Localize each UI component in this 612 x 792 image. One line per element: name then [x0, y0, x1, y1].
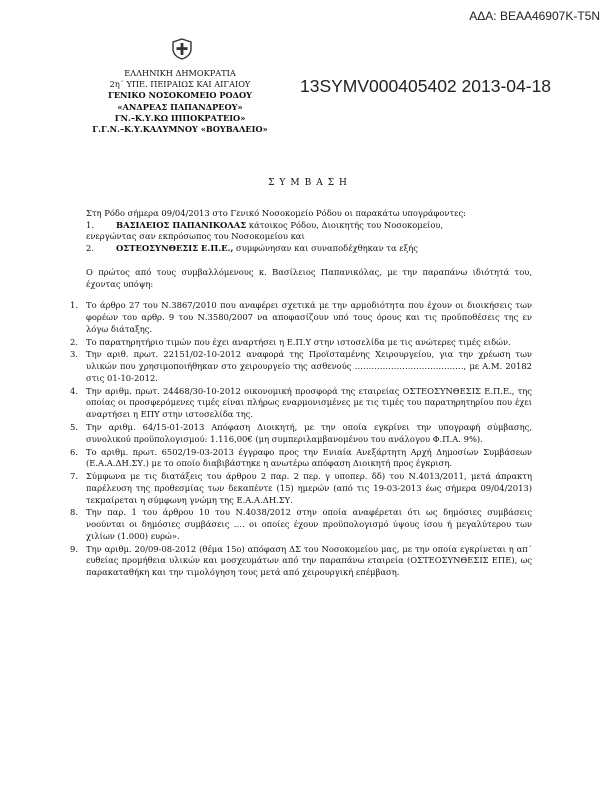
item-number: 6.: [70, 446, 78, 457]
item-text: Την αριθμ. 20/09-08-2012 (θέμα 15ο) απόφαση ΔΣ του Νοσοκομείου μας, με την οποία εγκρίνεται η απ΄ ευθείας προμήθεια υλικών και μοσχευμάτων από την παραπάνω εταιρεία (ΟΣΤΕΟΣΥΝΘΕΣΙΣ ΕΠΕ), ως παρακαταθήκη και την τιμολόγηση τους μετά από χειρουργική επέμβαση.: [86, 543, 532, 578]
header-line: ΓΕΝΙΚΟ ΝΟΣΟΚΟΜΕΙΟ ΡΟΔΟΥ: [108, 90, 252, 101]
institution-header: [70, 68, 290, 135]
party-number: 1.: [86, 219, 94, 230]
party-1-continuation: ενεργώντας σαν εκπρόσωπος του Νοσοκομείου και: [86, 231, 305, 242]
list-item: [70, 349, 532, 384]
header-line: ΓΝ.–Κ.Υ.ΚΩ ΙΠΠΟΚΡΑΤΕΙΟ»: [114, 112, 246, 123]
party-description: κάτοικος Ρόδου, Διοικητής του Νοσοκομείου,: [246, 219, 444, 230]
item-number: 8.: [70, 507, 78, 518]
intro-paragraph: Στη Ρόδο σήμερα 09/04/2013 στο Γενικό Νοσοκομείο Ρόδου οι παρακάτω υπογράφοντες:: [86, 208, 467, 218]
ada-code: ΑΔΑ: ΒΕΑΑ46907Κ-Τ5Ν: [469, 9, 600, 23]
header-line: 2η΄ ΥΠΕ. ΠΕΙΡΑΙΩΣ ΚΑΙ ΑΙΓΑΙΟΥ: [109, 79, 251, 90]
item-number: 2.: [70, 336, 78, 347]
item-text: Το άρθρο 27 του Ν.3867/2010 που αναφέρει σχετικά με την αρμοδιότητα που έχουν οι διοικήσεις των φορέων του αρθρ. 9 του Ν.3580/2007 να αποφασίζουν υπό τους όρους και τις προϋποθέσεις της εν λόγω διάταξης.: [86, 300, 532, 334]
header-line: «ΑΝΔΡΕΑΣ ΠΑΠΑΝΔΡΕΟΥ»: [117, 101, 243, 112]
party-2: [86, 243, 532, 255]
list-item: [70, 471, 532, 506]
item-number: 3.: [70, 349, 78, 360]
item-number: 1.: [70, 300, 78, 311]
document-title: ΣΥΜΒΑΣΗ: [268, 178, 352, 188]
first-party-paragraph: Ο πρώτος από τους συμβαλλόμενους κ. Βασίλειος Παπανικόλας, με την παραπάνω ιδιότητά του, έχοντας υπόψη:: [86, 266, 532, 289]
list-item: [70, 507, 532, 542]
list-item: [70, 300, 532, 335]
item-text: Σύμφωνα με τις διατάξεις του άρθρου 2 παρ. 2 περ. γ υποπερ. δδ) του Ν.4013/2011, μετά άπρακτη παρέλευση της προθεσμίας των δεκαπέντε (15) ημερών (από τις 19-03-2013 έως σήμερα 09/04/2013) τεκμαίρεται η σύμφωνη γνώμη της Ε.Α.Α.ΔΗ.ΣΥ.: [86, 471, 532, 505]
item-text: Την αριθ. πρωτ. 22151/02-10-2012 αναφορά της Προϊσταμένης Χειρουργείου, για την χρέωση των υλικών που χρησιμοποιήθηκαν στο χειρουργείο της ασθενούς …………………………………, με Α.Μ. 20182 στις 01-10-2012.: [86, 349, 532, 383]
item-number: 4.: [70, 385, 78, 396]
list-item: [70, 385, 532, 421]
document-body: [70, 208, 532, 580]
list-item: [70, 446, 532, 470]
party-name: ΟΣΤΕΟΣΥΝΘΕΣΙΣ Ε.Π.Ε.,: [116, 243, 234, 254]
item-number: 5.: [70, 422, 78, 432]
item-text: Το αριθμ. πρωτ. 6502/19-03-2013 έγγραφο προς την Ενιαία Ανεξάρτητη Αρχή Δημοσίων Συμβάσεων (Ε.Α.Α.ΔΗ.ΣΥ.) με το οποίο διαβιβάστηκε η ανωτέρω απόφαση Διοικητή προς έγκριση.: [86, 446, 532, 469]
document-code: 13SYMV000405402 2013-04-18: [300, 76, 552, 96]
party-number: 2.: [86, 243, 94, 254]
list-item: [70, 422, 532, 445]
party-description: συμφώνησαν και συναποδέχθηκαν τα εξής: [233, 243, 418, 254]
item-number: 7.: [70, 471, 78, 482]
parties: [86, 220, 532, 255]
party-name: ΒΑΣΙΛΕΙΟΣ ΠΑΠΑΝΙΚΟΛΑΣ: [116, 219, 247, 230]
party-1: [86, 220, 532, 232]
considerations-list: [70, 300, 532, 579]
header-line: ΕΛΛΗΝΙΚΗ ΔΗΜΟΚΡΑΤΙΑ: [124, 68, 236, 78]
item-text: Την παρ. 1 του άρθρου 10 του Ν.4038/2012 στην οποία αναφέρεται ότι ως δημόσιες συμβάσεις νοούνται οι δημόσιες συμβάσεις …. οι οποίες έχουν προϋπολογισμό ύψους ίσου ή μεγαλύτερου των χιλίων (1.000) ευρώ».: [86, 507, 532, 541]
header-line: Γ.Γ.Ν.–Κ.Υ.ΚΑΛΥΜΝΟΥ «ΒΟΥΒΑΛΕΙΟ»: [92, 124, 268, 135]
item-number: 9.: [70, 543, 78, 554]
list-item: [70, 336, 532, 349]
item-text: Την αριθμ. 64/15-01-2013 Απόφαση Διοικητή, με την οποία εγκρίνει την υπογραφή σύμβασης, συνολικού προϋπολογισμού: 1.116,00€ (μη συμπεριλαμβανομένου του ανάλογου Φ.Π.Α. 9%).: [86, 422, 532, 444]
item-text: Την αριθμ. πρωτ. 24468/30-10-2012 οικονομική προσφορά της εταιρείας ΟΣΤΕΟΣΥΝΘΕΣΙΣ Ε.Π.Ε., της οποίας οι προσφερόμενες τιμές είναι πλήρως εναρμονισμένες με τις τιμές του παρατηρητηρίου που έχει αναρτήσει η ΕΠΥ στην ιστοσελίδα της.: [86, 385, 532, 420]
greek-emblem-icon: [171, 38, 193, 60]
item-text: Το παρατηρητήριο τιμών που έχει αναρτήσει η Ε.Π.Υ στην ιστοσελίδα με τις ανώτερες τιμές ειδών.: [86, 336, 511, 347]
list-item: [70, 543, 532, 579]
